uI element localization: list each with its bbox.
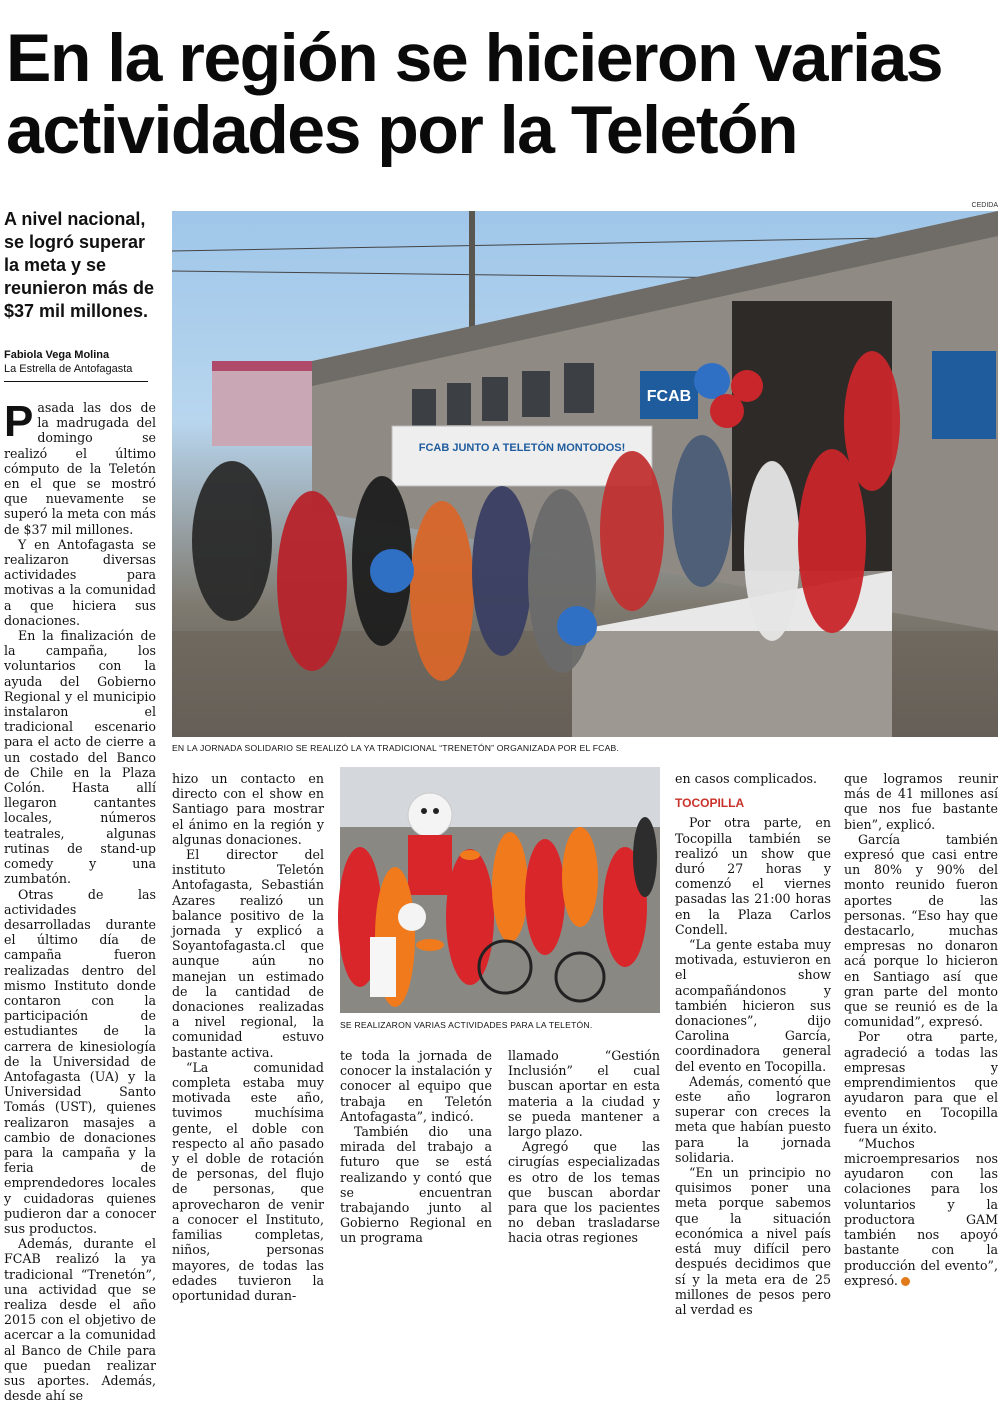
photo-caption-secondary: SE REALIZARON VARIAS ACTIVIDADES PARA LA TELETÓN. [340,1020,593,1030]
paragraph: Por otra parte, agradeció a todas las empresas y emprendimientos que ayudaron para que el evento en Tocopilla fuera un éxito. [844,1029,998,1136]
paragraph: hizo un contacto en directo con el show en Santiago para mostrar el ánimo en la región y algunas donaciones. [172,771,324,847]
paragraph: “En un principio no quisimos poner una meta porque sabemos que la situación económica a nivel país está muy difícil pero después decidimos que sí y la meta era de 25 millones de pesos pero al verdad es [675,1165,831,1317]
train-banner-text: FCAB JUNTO A TELETÓN MONTODOS! [418,442,626,454]
paragraph: “La comunidad completa estaba muy motivada este año, tuvimos muchísima gente, el doble con respecto al año pasado y el doble de rotación de personas, del flujo de personas, que aprovecharon de venir a conocer el Instituto, familias completas, niños, personas mayores, de todas las edades tuvieron la oportunidad duran- [172,1059,324,1303]
article-column-3 [340,1048,492,1246]
paragraph: “La gente estaba muy motivada, estuvieron en el show acompañándonos y también hicieron sus donaciones”, dijo Carolina García, coordinadora general del evento en Tocopilla. [675,937,831,1074]
article-column-5 [675,771,831,1317]
main-photo [172,211,998,737]
headline-line-2: actividades por la Teletón [6,92,798,168]
article-column-6 [844,771,998,1288]
paragraph: Pasada las dos de la madrugada del domingo se realizó el último cómputo de la Teletón en el que se mostró que nuevamente se superó la meta con más de $37 mil millones. [4,397,156,537]
photo-credit: CEDIDA [971,202,998,209]
headline-line-1: En la región se hicieron varias [6,20,943,96]
photo-caption-main: EN LA JORNADA SOLIDARIO SE REALIZÓ LA YA TRADICIONAL “TRENETÓN” ORGANIZADA POR EL FCAB. [172,743,620,753]
paragraph: en casos complicados. [675,771,818,786]
byline-author: Fabiola Vega Molina [4,349,110,361]
headline [6,22,996,166]
activities-illustration [340,767,660,1013]
byline-outlet: La Estrella de Antofagasta [4,363,133,375]
paragraph: Además, durante el FCAB realizó la ya tradicional “Trenetón”, una actividad que se realiza desde el año 2015 con el objetivo de acercar a la comunidad al Banco de Chile para que puedan realizar sus aportes. Además, desde ahí se [4,1236,156,1403]
paragraph: El director del instituto Teletón Antofagasta, Sebastián Azares realizó un balance positivo de la jornada y explicó a Soyantofagasta.cl que aunque aún no manejan un estimado de la cantidad de donaciones realizadas a nivel regional, la comunidad estuvo bastante activa. [172,847,324,1060]
byline-divider [4,381,148,382]
subhead: A nivel nacional, se logró superar la meta y se reunieron más de $37 mil millones. [4,209,155,321]
train-logo-text: FCAB [646,388,692,405]
paragraph: También dio una mirada del trabajo a futuro que se está realizando y contó que se encuentran trabajando junto al Gobierno Regional en un programa [340,1124,492,1246]
paragraph: García también expresó que casi entre un 80% y 90% del monto reunido fueron aportes de las personas. “Eso hay que destacarlo, muchas empresas no donaron acá porque lo hicieron en Santiago así que gran parte del monto que se reunió es de la comunidad”, expresó. [844,831,998,1030]
paragraph: En la finalización de la campaña, los voluntarios con la ayuda del Gobierno Regional y el municipio instalaron el tradicional escenario para el acto de cierre a un costado del Banco de Chile en la Plaza Colón. Hasta allí llegaron cantantes locales, números teatrales, algunas rutinas de stand-up comedy y una zumbatón. [4,628,156,887]
paragraph: Además, comentó que este año lograron superar con creces la meta que habían puesto para la jornada solidaria. [675,1073,831,1165]
paragraph: Por otra parte, en Tocopilla también se realizó un show que duró 27 horas y comenzó el viernes pasadas las 21:00 horas en la Plaza Carlos Condell. [675,815,831,937]
byline [4,348,148,376]
paragraph: llamado “Gestión Inclusión” el cual buscan aportar en esta materia a la ciudad y se pueda mantener a largo plazo. [508,1048,660,1140]
paragraph: “Muchos microempresarios nos ayudaron con las colaciones para los voluntarios y la productora GAM también nos apoyó bastante con la producción del evento”, expresó. [844,1135,998,1288]
paragraph: te toda la jornada de conocer la instalación y conocer al equipo que trabaja en Teletón Antofagasta”, indicó. [340,1048,492,1124]
secondary-photo [340,767,660,1013]
article-column-4 [508,1048,660,1246]
article-column-1 [4,397,156,1403]
section-title: TOCOPILLA [675,796,745,811]
article-column-2 [172,771,324,1303]
end-mark-icon [901,1277,910,1286]
paragraph: que logramos reunir más de 41 millones así que nos fue bastante bien”, explicó. [844,771,998,832]
paragraph: Agregó que las cirugías especializadas es otro de los temas que buscan abordar para que los pacientes no deban trasladarse hacia otras regiones [508,1139,660,1246]
train-scene-illustration [172,211,998,737]
paragraph: Y en Antofagasta se realizaron diversas actividades para motivas a la comunidad a que hiciera sus donaciones. [4,536,156,628]
paragraph: Otras de las actividades desarrolladas durante el último día de campaña fueron realizadas dentro del mismo Instituto donde contaron con la participación de estudiantes de la carrera de kinesiología de la Universidad de Antofagasta (UA) y la Universidad Santo Tomás (UST), quienes realizaron masajes a cambio de donaciones para la campaña y la feria de emprendedores locales y cuidadoras quienes pudieron dar a conocer sus productos. [4,886,156,1236]
dropcap: P [4,397,34,446]
